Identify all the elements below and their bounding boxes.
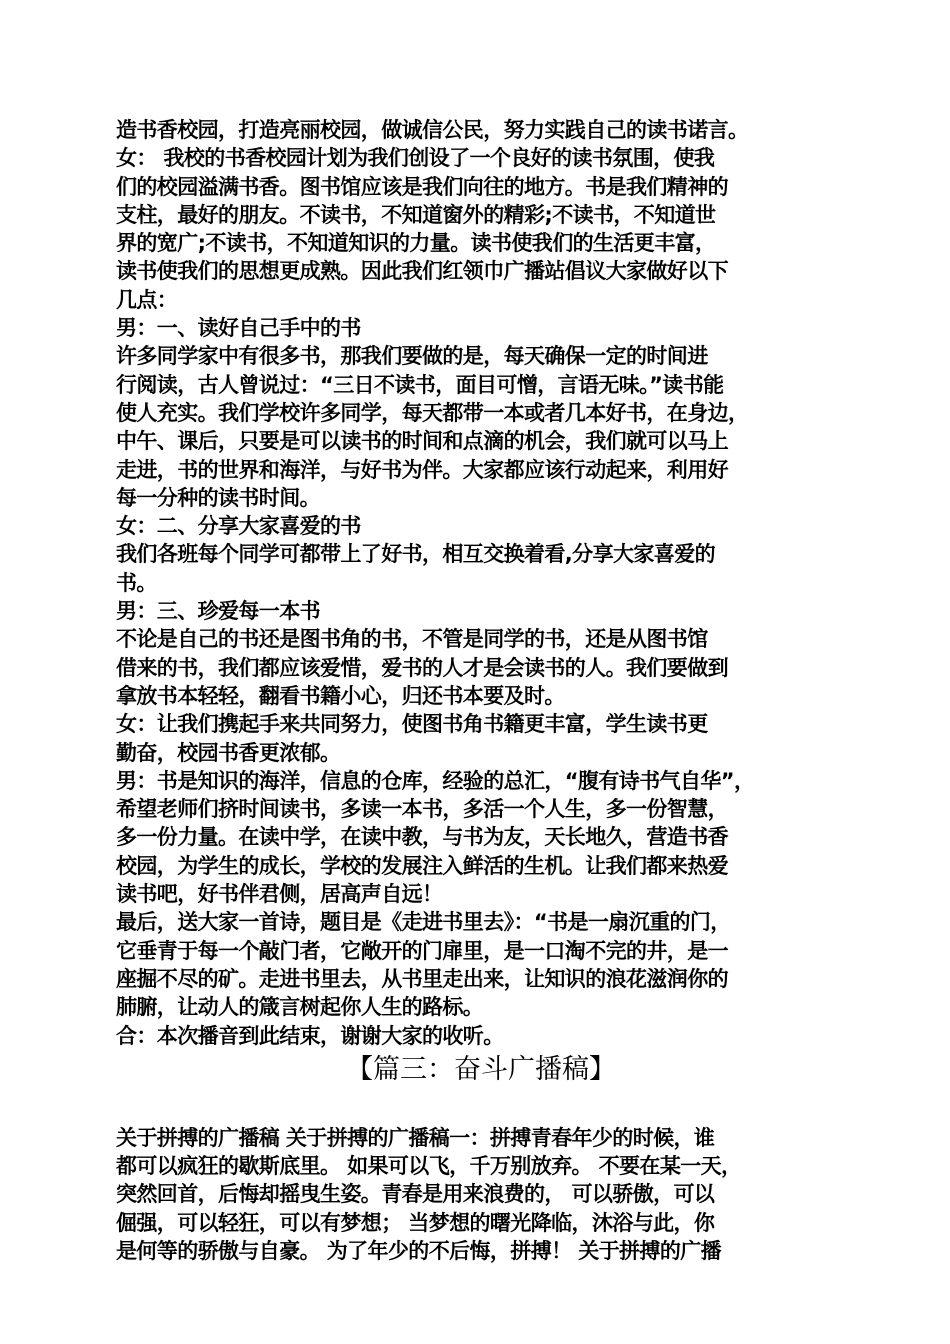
text-line: 行阅读，古人曾说过：“三日不读书，面目可憎，言语无味。”读书能: [116, 372, 724, 397]
text-line: 书。: [116, 570, 157, 595]
text-line: 是何等的骄傲与自豪。 为了年少的不后悔，拼搏！ 关于拼搏的广播: [116, 1238, 722, 1263]
text-line: 它垂青于每一个敲门者，它敞开的门扉里，是一口淘不完的井，是一: [116, 938, 728, 963]
text-line: 肺腑，让动人的箴言树起你人生的路标。: [116, 995, 484, 1020]
text-line: 不论是自己的书还是图书角的书，不管是同学的书，还是从图书馆: [116, 627, 708, 652]
text-line: 女： 我校的书香校园计划为我们创设了一个良好的读书氛围，使我: [116, 146, 715, 171]
text-line: 倔强，可以轻狂，可以有梦想； 当梦想的曙光降临，沐浴与此，你: [116, 1210, 715, 1235]
text-line: 读书使我们的思想更成熟。因此我们红领巾广播站倡议大家做好以下: [116, 259, 728, 284]
text-line: 男：书是知识的海洋，信息的仓库，经验的总汇，“腹有诗书气自华”，: [116, 768, 755, 793]
text-line: 勤奋，校园书香更浓郁。: [116, 740, 341, 765]
text-line: 中午、课后，只要是可以读书的时间和点滴的机会，我们就可以马上: [116, 429, 728, 454]
text-line: 拿放书本轻轻，翻看书籍小心，归还书本要及时。: [116, 683, 565, 708]
text-line: 关于拼搏的广播稿 关于拼搏的广播稿一：拼搏青春年少的时候，谁: [116, 1125, 715, 1150]
text-line: 都可以疯狂的歇斯底里。 如果可以飞，千万别放弃。 不要在某一天，: [116, 1154, 742, 1179]
text-line: 几点：: [116, 287, 178, 312]
text-line: 使人充实。我们学校许多同学，每天都带一本或者几本好书，在身边，: [116, 400, 749, 425]
text-line: 男：一、读好自己手中的书: [116, 316, 361, 341]
text-line: 男：三、珍爱每一本书: [116, 599, 320, 624]
text-line: 希望老师们挤时间读书，多读一本书，多活一个人生，多一份智慧，: [116, 797, 728, 822]
text-line: 借来的书，我们都应该爱惜，爱书的人才是会读书的人。我们要做到: [116, 655, 728, 680]
text-line: 界的宽广;不读书，不知道知识的力量。读书使我们的生活更丰富，: [116, 231, 716, 256]
text-line: 多一份力量。在读中学，在读中教，与书为友，天长地久，营造书香: [116, 825, 728, 850]
document-body: [116, 116, 846, 1265]
text-line: 座掘不尽的矿。走进书里去，从书里走出来，让知识的浪花滋润你的: [116, 966, 728, 991]
section-heading: 【篇三：奋斗广播稿】: [346, 1053, 616, 1085]
text-line: 最后，送大家一首诗，题目是《走进书里去》：“书是一扇沉重的门，: [116, 910, 731, 935]
text-line: 支柱，最好的朋友。不读书，不知道窗外的精彩;不读书，不知道世: [116, 202, 716, 227]
text-line: 女：二、分享大家喜爱的书: [116, 514, 361, 539]
text-line: 们的校园溢满书香。图书馆应该是我们向往的地方。书是我们精神的: [116, 174, 728, 199]
text-line: 校园，为学生的成长，学校的发展注入鲜活的生机。让我们都来热爱: [116, 853, 728, 878]
broadcast-script-part2: [116, 1124, 846, 1265]
text-line: 读书吧，好书伴君侧，居高声自远！: [116, 882, 443, 907]
text-line: 女：让我们携起手来共同努力，使图书角书籍更丰富，学生读书更: [116, 712, 708, 737]
text-line: 许多同学家中有很多书，那我们要做的是，每天确保一定的时间进: [116, 344, 708, 369]
text-line: 造书香校园，打造亮丽校园，做诚信公民，努力实践自己的读书诺言。: [116, 118, 749, 142]
text-line: 我们各班每个同学可都带上了好书，相互交换着看,分享大家喜爱的: [116, 542, 715, 567]
broadcast-script-part1: [116, 116, 846, 1050]
text-line: 走进，书的世界和海洋，与好书为伴。大家都应该行动起来，利用好: [116, 457, 728, 482]
text-line: 合：本次播音到此结束，谢谢大家的收听。: [116, 1023, 504, 1048]
text-line: 每一分种的读书时间。: [116, 485, 320, 510]
text-line: 突然回首，后悔却摇曳生姿。青春是用来浪费的， 可以骄傲，可以: [116, 1182, 715, 1207]
